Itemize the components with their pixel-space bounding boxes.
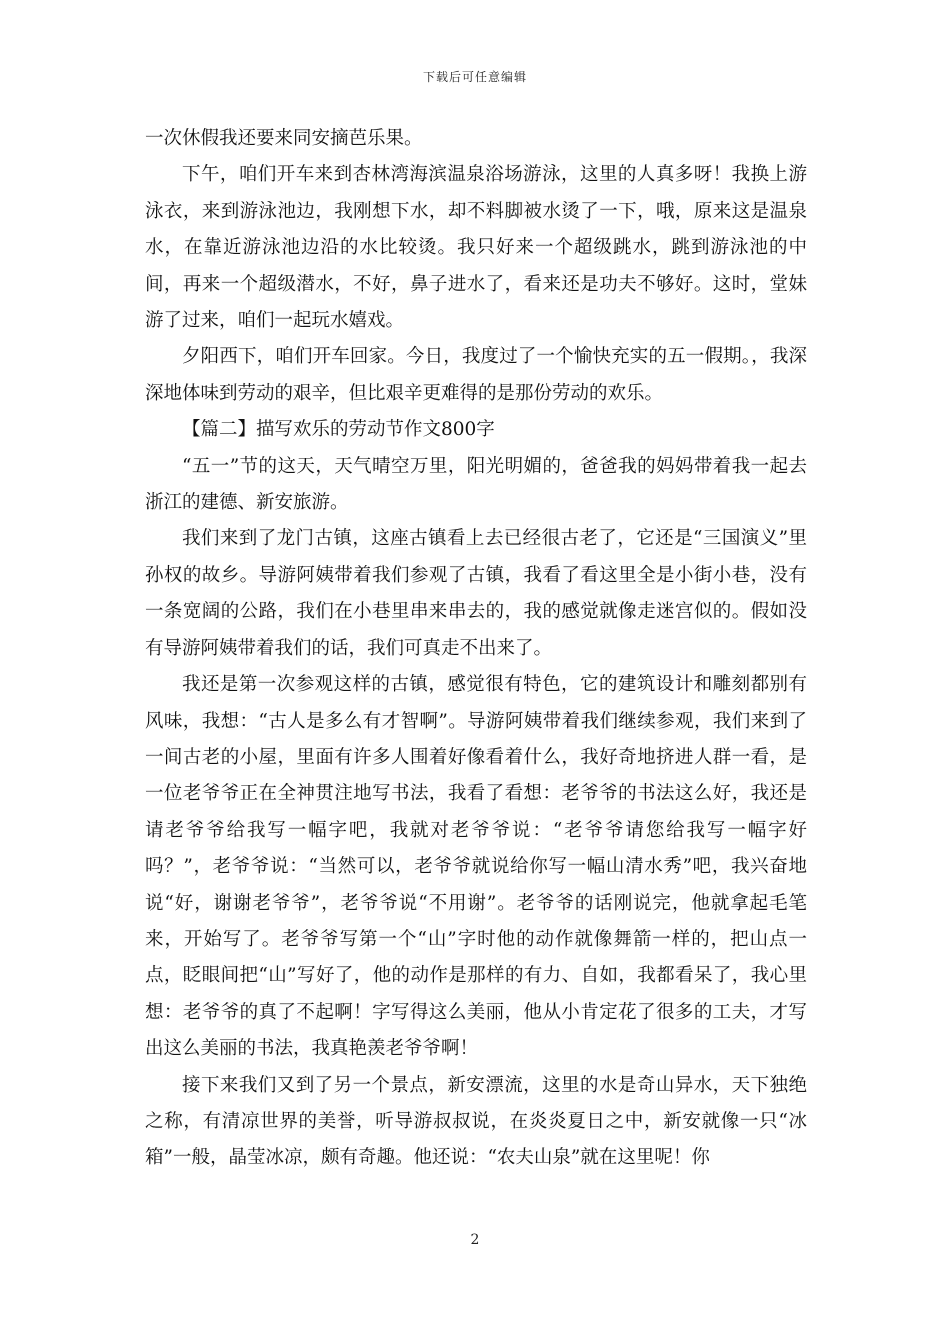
- page-header: 下载后可任意编辑: [422, 70, 527, 84]
- paragraph-6: 我们来到了龙门古镇，这座古镇看上去已经很古老了，它还是“三国演义”里孙权的故乡。导游阿姨带着我们参观了古镇，我看了看这里全是小街小巷，没有一条宽阔的公路，我们在小巷里串来串去的，我的感觉就像走迷宫似的。假如没有导游阿姨带着我们的话，我们可真走不出来了。: [145, 528, 807, 659]
- section-heading: 【篇二】描写欢乐的劳动节作文800字: [182, 419, 495, 441]
- paragraph-8: 接下来我们又到了另一个景点，新安漂流，这里的水是奇山异水，天下独绝之称，有清凉世界的美誉，听导游叔叔说，在炎炎夏日之中，新安就像一只“冰箱”一般，晶莹冰凉，颇有奇趣。他还说：“农夫山泉”就在这里呢！你: [145, 1074, 807, 1169]
- paragraph-5: “五一”节的这天，天气晴空万里，阳光明媚的，爸爸我的妈妈带着我一起去浙江的建德、新安旅游。: [145, 455, 807, 514]
- page-number: 2: [470, 1232, 480, 1248]
- paragraph-1: 一次休假我还要来同安摘芭乐果。: [145, 128, 423, 149]
- paragraph-7: 我还是第一次参观这样的古镇，感觉很有特色，它的建筑设计和雕刻都别有风味，我想：“古人是多么有才智啊”。导游阿姨带着我们继续参观，我们来到了一间古老的小屋，里面有许多人围着好像看着什么，我好奇地挤进人群一看，是一位老爷爷正在全神贯注地写书法，我看了看想：老爷爷的书法这么好，我还是请老爷爷给我写一幅字吧，我就对老爷爷说：“老爷爷请您给我写一幅字好吗？”，老爷爷说：“当然可以，老爷爷就说给你写一幅山清水秀”吧，我兴奋地说“好，谢谢老爷爷”，老爷爷说“不用谢”。老爷爷的话刚说完，他就拿起毛笔来，开始写了。老爷爷写第一个“山”字时他的动作就像舞箭一样的，把山点一点，眨眼间把“山”写好了，他的动作是那样的有力、自如，我都看呆了，我心里想：老爷爷的真了不起啊！字写得这么美丽，他从小肯定花了很多的工夫，才写出这么美丽的书法，我真艳羡老爷爷啊！: [145, 674, 807, 1060]
- paragraph-3: 夕阳西下，咱们开车回家。今日，我度过了一个愉快充实的五一假期。，我深深地体味到劳动的艰辛，但比艰辛更难得的是那份劳动的欢乐。: [145, 346, 807, 404]
- document-body: [145, 121, 807, 1177]
- paragraph-2: 下午，咱们开车来到杏林湾海滨温泉浴场游泳，这里的人真多呀！我换上游泳衣，来到游泳池边，我刚想下水，却不料脚被水烫了一下，哦，原来这是温泉水，在靠近游泳池边沿的水比较烫。我只好来一个超级跳水，跳到游泳池的中间，再来一个超级潜水，不好，鼻子进水了，看来还是功夫不够好。这时，堂妹游了过来，咱们一起玩水嬉戏。: [145, 164, 807, 332]
